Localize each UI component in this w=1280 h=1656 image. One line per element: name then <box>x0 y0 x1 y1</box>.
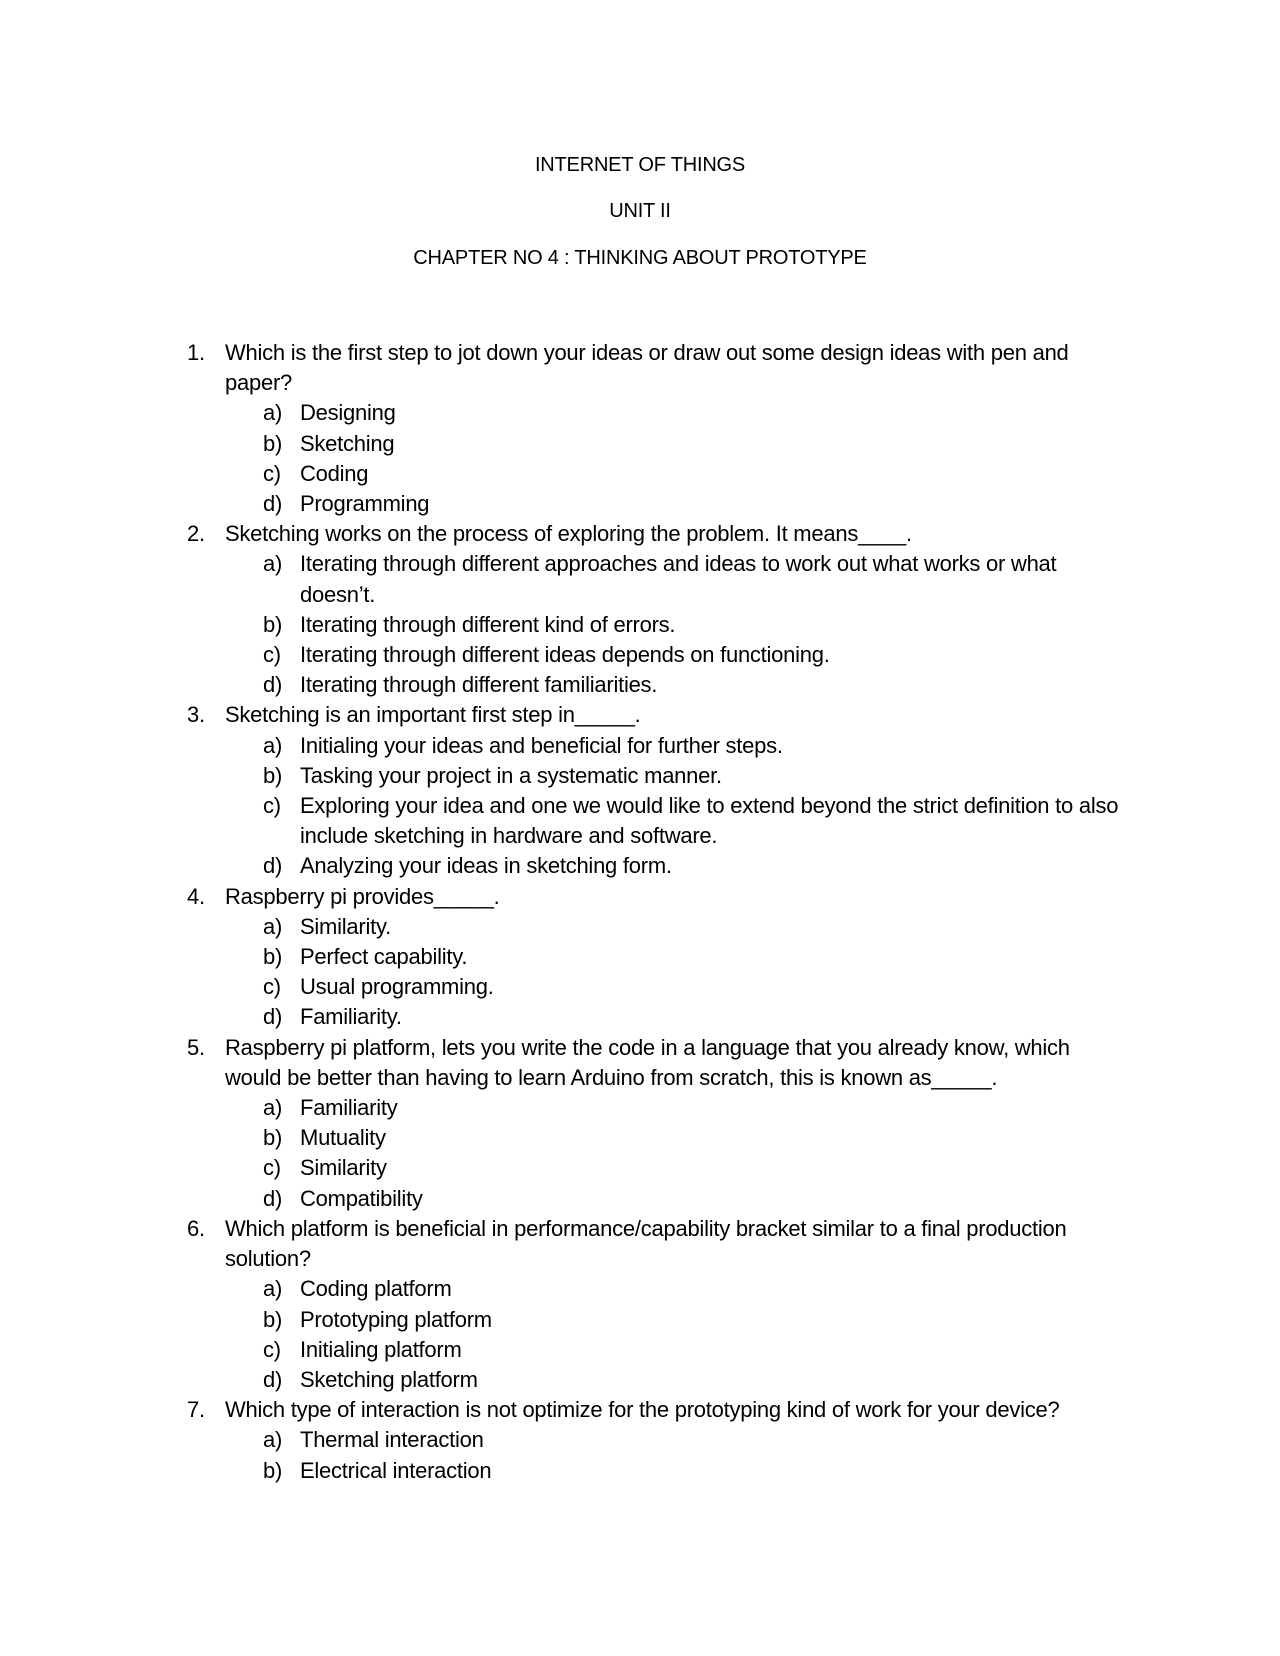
option-text: Familiarity. <box>300 1004 402 1030</box>
option-letter: a) <box>263 732 283 758</box>
option-letter: d) <box>263 1004 283 1030</box>
answer-option <box>0 640 1120 670</box>
option-letter: d) <box>263 672 283 698</box>
question-item <box>0 338 1125 398</box>
answer-option <box>0 942 1120 972</box>
question-text: Which type of interaction is not optimize for the prototyping kind of work for your device? <box>225 1397 1060 1423</box>
question-number: 7. <box>187 1397 205 1423</box>
answer-option <box>0 489 1120 519</box>
answer-option <box>0 1425 1120 1455</box>
option-text: Electrical interaction <box>300 1457 492 1483</box>
question-item <box>0 1214 1125 1274</box>
answer-option <box>0 1093 1120 1123</box>
option-letter: b) <box>263 1125 283 1151</box>
answer-option <box>0 1305 1120 1335</box>
answer-option <box>0 1123 1120 1153</box>
question-number: 6. <box>187 1215 205 1241</box>
option-text: Thermal interaction <box>300 1427 484 1453</box>
question-text: Raspberry pi platform, lets you write the code in a language that you already know, which would be better than having to learn Arduino from scratch, this is known as_____. <box>225 1034 1070 1090</box>
option-letter: d) <box>263 1366 283 1392</box>
option-text: Iterating through different kind of errors. <box>300 611 676 637</box>
option-letter: a) <box>263 551 283 577</box>
option-text: Initialing your ideas and beneficial for further steps. <box>300 732 783 758</box>
option-text: Similarity <box>300 1155 387 1181</box>
question-item <box>0 882 1125 912</box>
question-list <box>0 338 1280 1486</box>
chapter-heading: CHAPTER NO 4 : THINKING ABOUT PROTOTYPE <box>413 247 867 269</box>
option-letter: b) <box>263 762 283 788</box>
question-text: Sketching works on the process of exploring the problem. It means____. <box>225 521 912 547</box>
answer-option <box>0 398 1120 428</box>
answer-option <box>0 912 1120 942</box>
answer-option <box>0 610 1120 640</box>
option-text: Tasking your project in a systematic manner. <box>300 762 722 788</box>
option-text: Sketching <box>300 430 395 456</box>
option-letter: b) <box>263 611 283 637</box>
option-letter: a) <box>263 1276 283 1302</box>
option-letter: a) <box>263 1095 283 1121</box>
option-text: Exploring your idea and one we would like to extend beyond the strict definition to also include sketching in hardware and software. <box>300 793 1119 849</box>
document-title: INTERNET OF THINGS <box>534 154 746 176</box>
option-text: Iterating through different familiarities. <box>300 672 658 698</box>
option-text: Usual programming. <box>300 974 494 1000</box>
question-text: Raspberry pi provides_____. <box>225 883 500 909</box>
question-item <box>0 1033 1125 1093</box>
answer-option <box>0 459 1120 489</box>
answer-option <box>0 1002 1120 1032</box>
option-text: Designing <box>300 400 396 426</box>
answer-option <box>0 1274 1120 1304</box>
question-number: 3. <box>187 702 205 728</box>
question-item <box>0 1395 1125 1425</box>
option-text: Programming <box>300 491 430 517</box>
option-letter: c) <box>263 460 281 486</box>
option-text: Analyzing your ideas in sketching form. <box>300 853 672 879</box>
question-number: 4. <box>187 883 205 909</box>
option-letter: d) <box>263 1185 283 1211</box>
question-number: 1. <box>187 340 205 365</box>
option-text: Similarity. <box>300 913 391 939</box>
option-text: Perfect capability. <box>300 944 468 970</box>
answer-option <box>0 1184 1120 1214</box>
option-text: Mutuality <box>300 1125 386 1151</box>
question-text: Sketching is an important first step in_____. <box>225 702 641 728</box>
option-text: Coding <box>300 460 369 486</box>
question-item <box>0 519 1125 549</box>
option-text: Prototyping platform <box>300 1306 492 1332</box>
option-text: Coding platform <box>300 1276 452 1302</box>
option-text: Initialing platform <box>300 1336 462 1362</box>
question-text: Which platform is beneficial in performance/capability bracket similar to a final production solution? <box>225 1215 1067 1272</box>
answer-option <box>0 851 1120 881</box>
option-letter: a) <box>263 400 283 426</box>
answer-option <box>0 791 1120 851</box>
option-letter: c) <box>263 1336 281 1362</box>
unit-heading: UNIT II <box>609 200 671 222</box>
option-letter: b) <box>263 1457 283 1483</box>
answer-option <box>0 1456 1120 1486</box>
option-letter: b) <box>263 944 283 970</box>
answer-option <box>0 1365 1120 1395</box>
option-letter: a) <box>263 913 283 939</box>
answer-option <box>0 549 1120 609</box>
option-letter: b) <box>263 430 283 456</box>
option-letter: d) <box>263 853 283 879</box>
option-text: Familiarity <box>300 1095 398 1121</box>
answer-option <box>0 972 1120 1002</box>
answer-option <box>0 1335 1120 1365</box>
option-letter: c) <box>263 793 281 819</box>
answer-option <box>0 731 1120 761</box>
option-text: Sketching platform <box>300 1366 478 1392</box>
answer-option <box>0 1153 1120 1183</box>
answer-option <box>0 670 1120 700</box>
option-letter: d) <box>263 491 283 517</box>
answer-option <box>0 429 1120 459</box>
question-number: 2. <box>187 521 205 547</box>
option-text: Iterating through different approaches and ideas to work out what works or what doesn’t. <box>300 551 1057 607</box>
question-text: Which is the first step to jot down your ideas or draw out some design ideas with pen and paper? <box>225 340 1069 396</box>
option-letter: c) <box>263 1155 281 1181</box>
answer-option <box>0 761 1120 791</box>
option-letter: a) <box>263 1427 283 1453</box>
option-letter: b) <box>263 1306 283 1332</box>
question-item <box>0 700 1125 730</box>
option-text: Iterating through different ideas depends on functioning. <box>300 642 830 668</box>
option-letter: c) <box>263 642 281 668</box>
option-letter: c) <box>263 974 281 1000</box>
option-text: Compatibility <box>300 1185 423 1211</box>
question-number: 5. <box>187 1034 205 1060</box>
